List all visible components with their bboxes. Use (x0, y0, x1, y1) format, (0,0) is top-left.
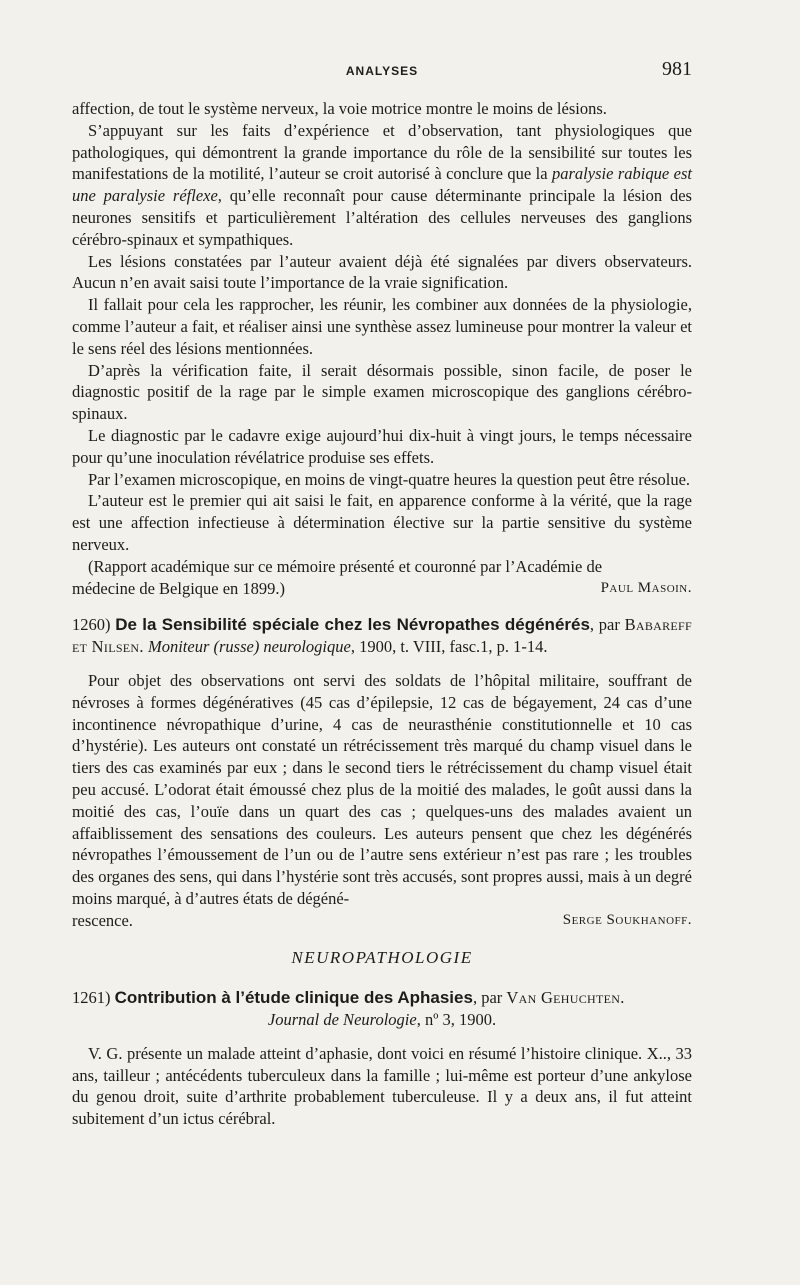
entry-title: De la Sensibilité spéciale chez les Névropathes dégénérés (115, 615, 590, 635)
entry-heading (72, 987, 692, 1031)
text-run: , qu’elle reconnaît pour cause déterminante principale la lésion des neurones sensitifs et particulièrement l’altération des cellules nerveuses des ganglions cérébro-spinaux et sympathiques. (72, 186, 692, 249)
paragraph: Les lésions constatées par l’auteur avaient déjà été signalées par divers observateurs. Aucun n’en avait saisi toute l’importance de la vraie signification. (72, 251, 692, 293)
closing-line (72, 910, 692, 932)
paragraph: (Rapport académique sur ce mémoire présenté et couronné par l’Académie de (88, 556, 603, 576)
text-run: médecine de Belgique en 1899.) (72, 578, 286, 598)
paragraph: V. G. présente un malade atteint d’aphasie, dont voici en résumé l’histoire clinique. X.., 33 ans, tailleur ; antécédents tuberculeux dans la famille ; lui-même est porteur d’une ankylose du genou droit, suite d’arthrite probablement tuberculeuse. Il y a deux ans, il fut atteint subitement d’un ictus cérébral. (72, 1043, 692, 1129)
page-header (72, 58, 692, 80)
entry-number: 1260) (72, 615, 111, 635)
signature: Paul Masoin. (600, 579, 692, 596)
entry-number: 1261) (72, 988, 111, 1008)
section-title: NEUROPATHOLOGIE (291, 948, 473, 968)
signature: Serge Soukhanoff. (562, 911, 692, 928)
paragraph: affection, de tout le système nerveux, la voie motrice montre le moins de lésions. (72, 99, 607, 118)
paragraph: Pour objet des observations ont servi des soldats de l’hôpital militaire, souffrant de névroses à formes dégénératives (45 cas d’épilepsie, 12 cas de bégayement, 24 cas d’une incontinence névropathique d’urine, 4 cas de neurasthénie constitutionnelle et 10 cas d’hystérie). Les auteurs ont constaté un rétrécissement très marqué du champ visuel dans le tiers des cas examinés par eux ; dans le second tiers le rétrécissement du champ visuel était peu accusé. L’odorat était émoussé chez plus de la moitié des malades, le goût aussi dans la moitié des cas, l’ouïe dans un quart des cas ; quelques-uns des malades avaient un affaiblissement des sensations des couleurs. Les auteurs pensent que chez les dégénérés névropathes l’émoussement de l’un ou de l’autre sens extérieur n’est pas rare ; les troubles des organes des sens, qui dans l’hystérie sont très accusés, sont propres aussi, mais à un degré moins marqué, à d’autres états de dégéné- (72, 670, 692, 908)
page-number: 981 (662, 58, 692, 80)
paragraph: Par l’examen microscopique, en moins de vingt-quatre heures la question peut être résolue. (88, 469, 691, 489)
citation-details: , nº 3, 1900. (416, 1010, 497, 1030)
entry-heading (72, 614, 692, 658)
closing-line (72, 578, 692, 600)
entry-authors: Babareff et Nilsen. (72, 615, 692, 657)
citation-details: , 1900, t. VIII, fasc.1, p. 1-14. (350, 637, 548, 657)
entry-title: Contribution à l’étude clinique des Aphasies (114, 988, 473, 1008)
running-head: ANALYSES (345, 64, 419, 78)
entry-authors: Van Gehuchten. (506, 988, 625, 1008)
journal-name: Journal de Neurologie (267, 1010, 417, 1030)
citation (72, 1009, 692, 1031)
paragraph: Il fallait pour cela les rapprocher, les réunir, les combiner aux données de la physiologie, comme l’auteur a fait, et réaliser ainsi une synthèse assez lumineuse pour montrer la valeur et le sens réel des lésions mentionnées. (72, 295, 692, 358)
paragraph: L’auteur est le premier qui ait saisi le fait, en apparence conforme à la vérité, que la rage est une affection infectieuse à détermination élective sur la partie sensitive du système nerveux. (72, 491, 692, 554)
text-run: , par (589, 615, 625, 635)
text-run: rescence. (72, 910, 133, 930)
text-run: , par (472, 988, 507, 1008)
paragraph (72, 120, 692, 251)
emphasis: paralysie rabique est une paralysie réflexe (72, 164, 692, 206)
body-text (72, 98, 692, 1130)
text-run: S’appuyant sur les faits d’expérience et d’observation, tant physiologiques que pathologiques, qui démontrent la grande importance du rôle de la sensibilité sur toutes les manifestations de la motilité, l’auteur se croit autorisé à conclure que la (72, 120, 692, 184)
paragraph: D’après la vérification faite, il serait désormais possible, sinon facile, de poser le diagnostic positif de la rage par le simple examen microscopique des ganglions cérébro-spinaux. (72, 360, 692, 424)
journal-name: Moniteur (russe) neurologique (147, 637, 351, 657)
paragraph: Le diagnostic par le cadavre exige aujourd’hui dix-huit à vingt jours, le temps nécessaire pour qu’une inoculation révélatrice produise ses effets. (72, 425, 692, 467)
